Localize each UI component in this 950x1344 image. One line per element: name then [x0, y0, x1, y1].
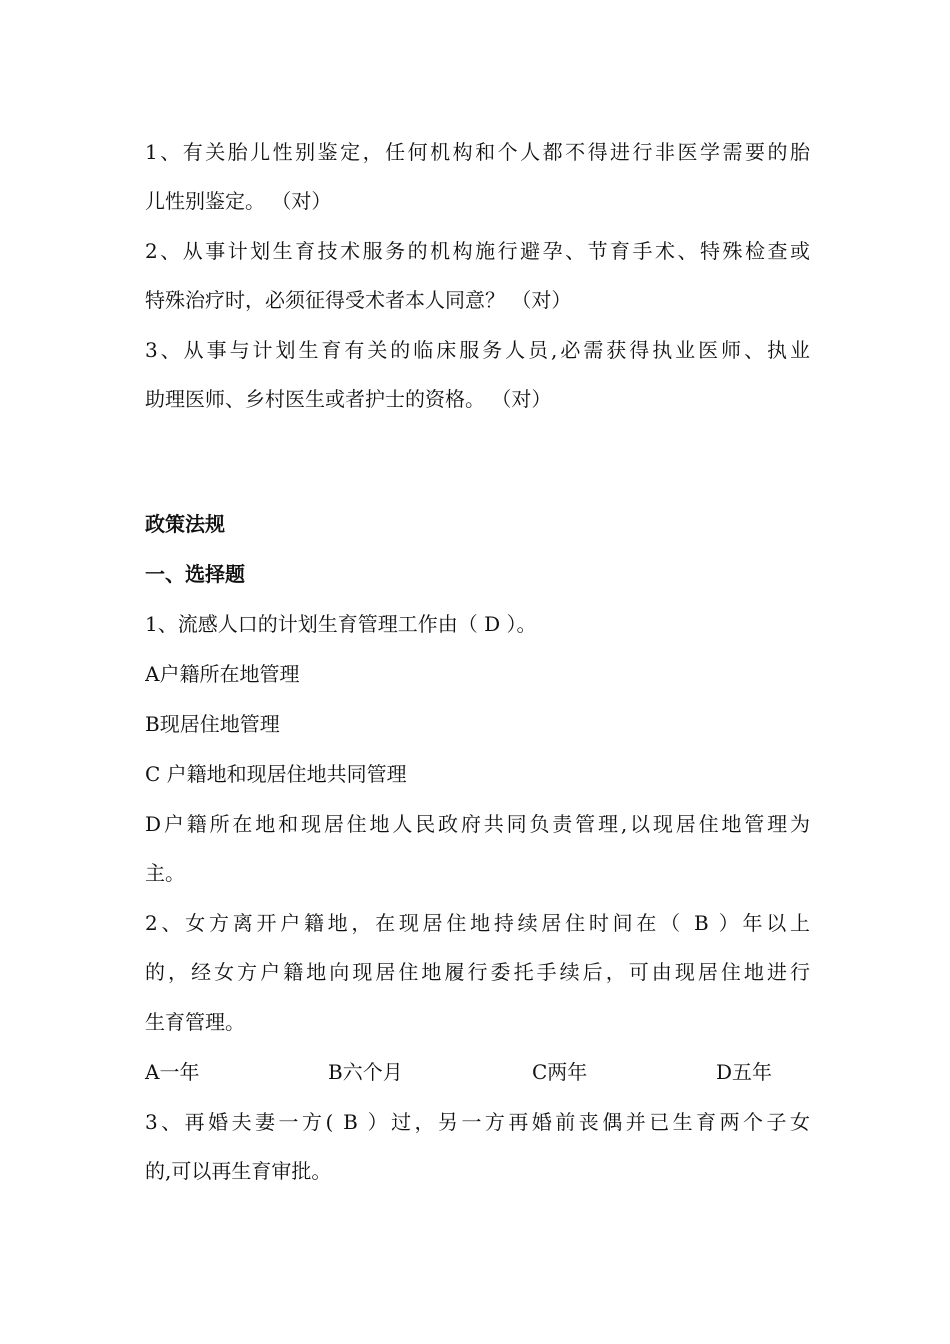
choice-q3-line2: 的,可以再生育审批。	[145, 1159, 332, 1183]
choice-q2-option-d: D五年	[716, 1060, 773, 1084]
choice-q2-options	[145, 1058, 810, 1086]
judgement-q3-line2: 助理医师、乡村医生或者护士的资格。 （对）	[145, 387, 552, 411]
choice-q2-option-b: B六个月	[328, 1060, 403, 1084]
judgement-q3-line1: 3、从事与计划生育有关的临床服务人员,必需获得执业医师、执业	[145, 338, 810, 362]
section-title: 政策法规	[145, 512, 225, 536]
choice-q3-line1: 3、再婚夫妻一方( B ）过，另一方再婚前丧偶并已生育两个子女	[145, 1110, 810, 1134]
choice-q2-line1: 2、女方离开户籍地，在现居住地持续居住时间在（ B ）年以上	[145, 911, 810, 935]
choice-q2-option-a: A一年	[145, 1060, 200, 1084]
choice-q2-line3: 生育管理。	[145, 1010, 245, 1034]
choice-q1-stem: 1、流感人口的计划生育管理工作由（ D ）。	[145, 612, 537, 636]
judgement-q1-line2: 儿性别鉴定。 （对）	[145, 189, 332, 213]
choice-q1-option-b: B现居住地管理	[145, 712, 280, 736]
judgement-q1-line1: 1、有关胎儿性别鉴定，任何机构和个人都不得进行非医学需要的胎	[145, 140, 810, 164]
choice-q1-option-c: C 户籍地和现居住地共同管理	[145, 762, 407, 786]
judgement-q2-line2: 特殊治疗时，必须征得受术者本人同意？ （对）	[145, 288, 572, 312]
choice-q1-option-d-line2: 主。	[145, 861, 185, 885]
choice-q1-option-d-line1: D户籍所在地和现居住地人民政府共同负责管理,以现居住地管理为	[145, 812, 810, 836]
judgement-q2-line1: 2、从事计划生育技术服务的机构施行避孕、节育手术、特殊检查或	[145, 239, 810, 263]
choice-q1-option-a: A户籍所在地管理	[145, 662, 300, 686]
section-subtitle: 一、选择题	[145, 562, 245, 586]
choice-q2-line2: 的，经女方户籍地向现居住地履行委托手续后，可由现居住地进行	[145, 960, 810, 984]
choice-q2-option-c: C两年	[532, 1060, 588, 1084]
